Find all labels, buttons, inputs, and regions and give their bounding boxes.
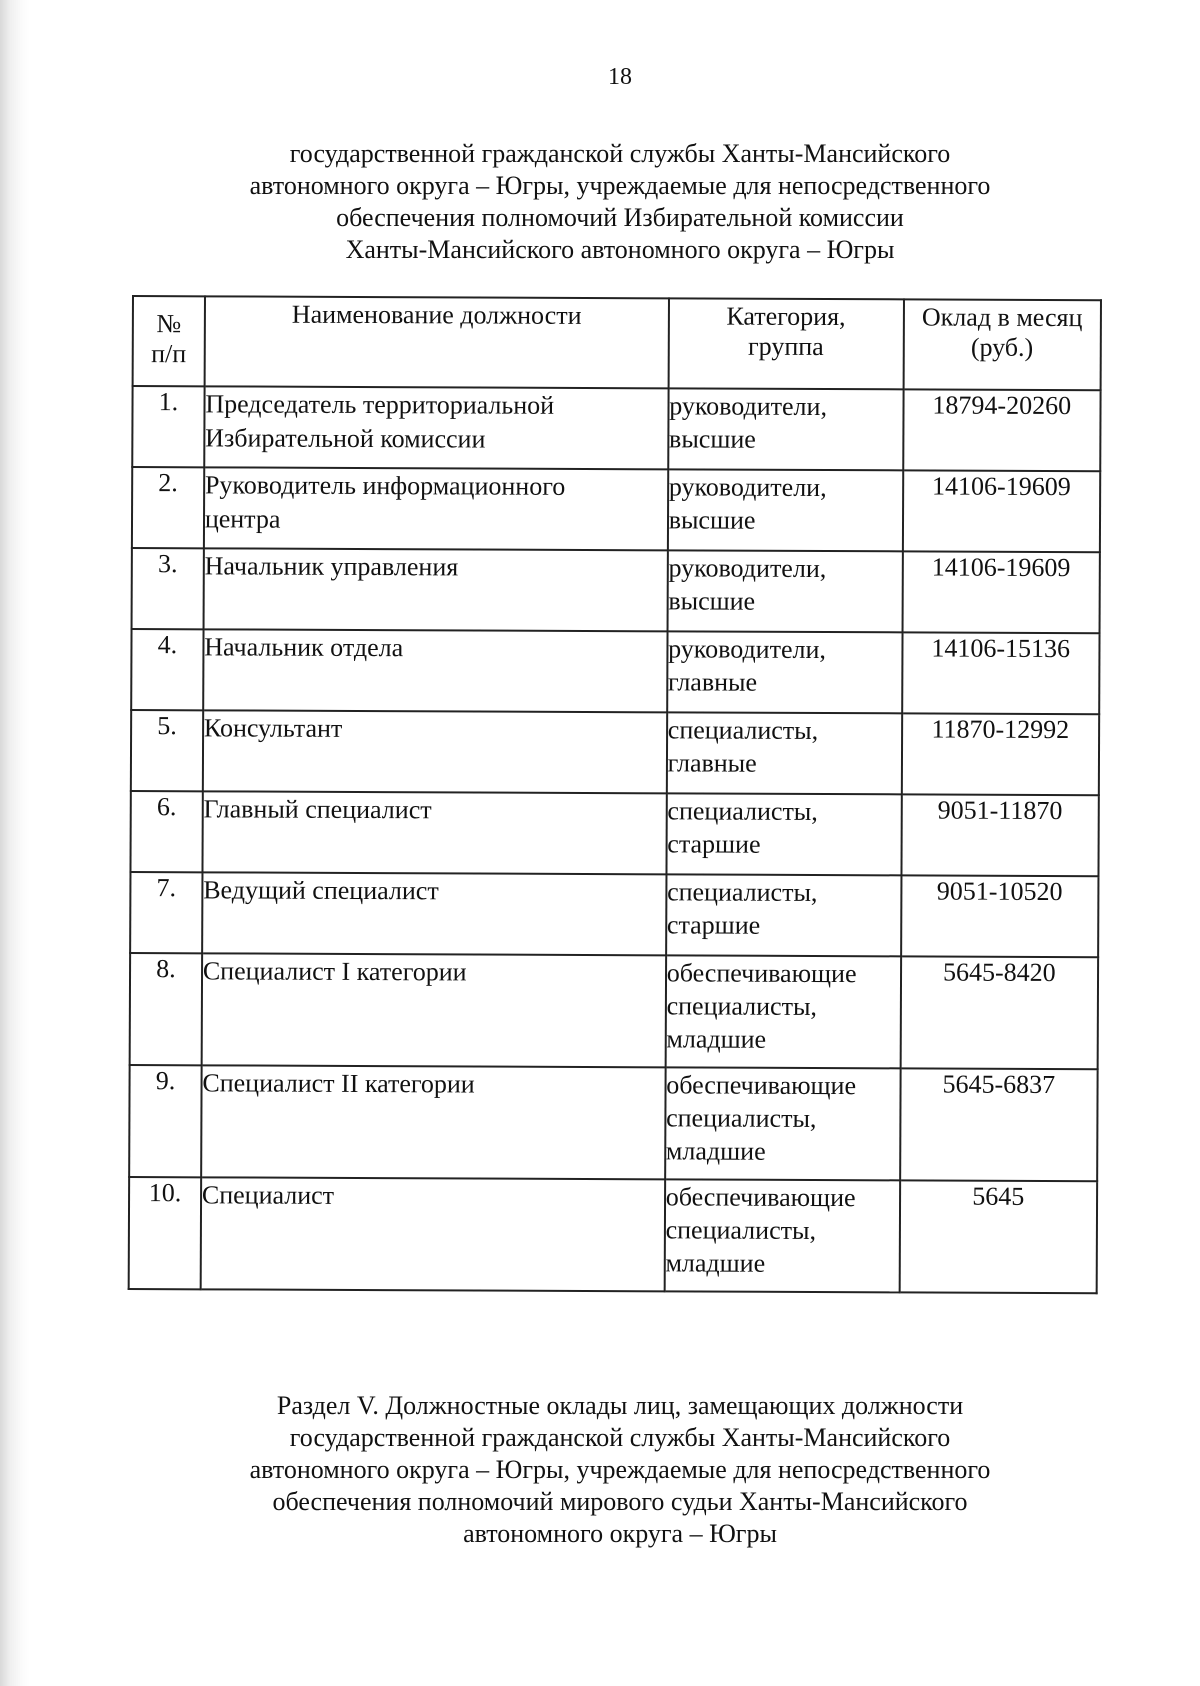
cell-category bbox=[668, 469, 903, 551]
cell-line: обеспечивающие bbox=[665, 1182, 856, 1213]
table-header-row bbox=[133, 296, 1101, 390]
heading-line: автономного округа – Югры, учреждаемые для непосредственного bbox=[249, 1455, 991, 1484]
table-row bbox=[131, 710, 1099, 795]
cell-line: специалисты, bbox=[665, 1215, 817, 1245]
cell-number: 1. bbox=[132, 386, 204, 467]
heading-line: обеспечения полномочий мирового судьи Ханты-Мансийского bbox=[272, 1487, 968, 1516]
column-header-position: Наименование должности bbox=[204, 296, 668, 388]
cell-number: 8. bbox=[130, 953, 202, 1065]
cell-line: Начальник управления bbox=[204, 551, 459, 582]
table-row bbox=[132, 548, 1100, 633]
cell-number: 6. bbox=[130, 791, 202, 872]
cell-salary: 18794-20260 bbox=[903, 389, 1101, 471]
cell-line: Специалист I категории bbox=[202, 956, 467, 987]
cell-position bbox=[204, 386, 668, 469]
cell-category bbox=[667, 631, 902, 713]
cell-position bbox=[202, 872, 666, 955]
cell-salary: 9051-11870 bbox=[901, 794, 1099, 876]
cell-salary: 14106-19609 bbox=[902, 551, 1100, 633]
table-row bbox=[129, 1177, 1097, 1293]
page-number: 18 bbox=[608, 64, 632, 90]
cell-line: Руководитель информационного bbox=[204, 470, 566, 501]
cell-line: Ведущий специалист bbox=[203, 875, 439, 906]
header-line: п/п bbox=[151, 339, 187, 369]
table-row bbox=[132, 467, 1100, 552]
cell-salary: 5645-8420 bbox=[900, 956, 1098, 1069]
heading-line: Ханты-Мансийского автономного округа – Югры bbox=[345, 235, 895, 264]
cell-position bbox=[203, 548, 667, 631]
heading-line: обеспечения полномочий Избирательной комиссии bbox=[336, 203, 904, 232]
table-row bbox=[130, 872, 1098, 957]
cell-line: высшие bbox=[668, 586, 756, 616]
cell-line: младшие bbox=[666, 1024, 767, 1054]
cell-number: 9. bbox=[129, 1065, 201, 1177]
cell-salary: 14106-15136 bbox=[902, 632, 1100, 714]
cell-line: руководители, bbox=[669, 391, 828, 422]
cell-line: специалисты, bbox=[667, 715, 819, 745]
header-line: (руб.) bbox=[970, 332, 1034, 362]
cell-position bbox=[200, 1177, 664, 1291]
cell-line: старшие bbox=[667, 829, 761, 859]
column-header-salary bbox=[903, 299, 1101, 390]
cell-position bbox=[202, 791, 666, 874]
table-body bbox=[129, 386, 1101, 1293]
heading-line: государственной гражданской службы Ханты-Мансийского bbox=[289, 139, 951, 168]
cell-number: 10. bbox=[129, 1177, 201, 1289]
table-row bbox=[130, 953, 1098, 1069]
cell-position bbox=[203, 629, 667, 712]
column-header-number bbox=[133, 296, 205, 386]
cell-line: Избирательной комиссии bbox=[205, 423, 486, 454]
cell-number: 4. bbox=[131, 629, 203, 710]
table-row bbox=[131, 629, 1099, 714]
heading-line: автономного округа – Югры bbox=[463, 1519, 777, 1548]
cell-number: 3. bbox=[132, 548, 204, 629]
cell-line: главные bbox=[667, 667, 758, 697]
cell-line: специалисты, bbox=[666, 1103, 817, 1133]
heading-line: автономного округа – Югры, учреждаемые для непосредственного bbox=[249, 171, 991, 200]
heading-line: государственной гражданской службы Ханты-Мансийского bbox=[289, 1423, 951, 1452]
cell-line: руководители, bbox=[668, 634, 826, 665]
cell-line: младшие bbox=[665, 1248, 766, 1278]
cell-line: специалисты, bbox=[667, 877, 818, 907]
column-header-category bbox=[668, 298, 903, 389]
cell-salary: 5645 bbox=[899, 1180, 1097, 1293]
cell-line: руководители, bbox=[668, 472, 827, 503]
cell-category bbox=[666, 874, 901, 956]
section-v-heading bbox=[150, 1390, 1090, 1550]
heading-line: Раздел V. Должностные оклады лиц, замещающих должности bbox=[276, 1391, 964, 1420]
table-row bbox=[130, 791, 1098, 876]
cell-number: 7. bbox=[130, 872, 202, 953]
cell-category bbox=[667, 712, 902, 794]
cell-line: Специалист bbox=[201, 1180, 335, 1210]
cell-category bbox=[665, 1067, 900, 1180]
header-line: Оклад в месяц bbox=[921, 302, 1083, 333]
cell-category bbox=[668, 388, 903, 470]
cell-line: старшие bbox=[666, 910, 761, 940]
header-line: группа bbox=[747, 331, 824, 362]
header-line: № bbox=[156, 309, 182, 339]
cell-category bbox=[667, 550, 902, 632]
cell-line: Председатель территориальной bbox=[205, 389, 555, 420]
table-row bbox=[129, 1065, 1097, 1181]
header-line: Категория, bbox=[726, 301, 846, 332]
cell-line: Главный специалист bbox=[203, 794, 432, 825]
cell-salary: 14106-19609 bbox=[902, 470, 1100, 552]
cell-line: специалисты, bbox=[667, 796, 818, 826]
cell-line: обеспечивающие bbox=[666, 958, 857, 989]
cell-line: младшие bbox=[665, 1136, 766, 1166]
cell-line: высшие bbox=[668, 505, 756, 535]
cell-line: специалисты, bbox=[666, 991, 818, 1021]
cell-position bbox=[204, 467, 668, 550]
cell-line: Начальник отдела bbox=[204, 632, 404, 663]
cell-category bbox=[665, 955, 900, 1068]
cell-line: Консультант bbox=[203, 713, 343, 743]
cell-position bbox=[201, 1065, 665, 1179]
cell-number: 5. bbox=[131, 710, 203, 791]
cell-salary: 9051-10520 bbox=[901, 875, 1099, 957]
cell-category bbox=[666, 793, 901, 875]
cell-line: центра bbox=[204, 504, 281, 534]
cell-category bbox=[664, 1179, 899, 1292]
cell-line: высшие bbox=[669, 424, 756, 454]
section-heading-continued bbox=[150, 138, 1090, 266]
cell-position bbox=[201, 953, 665, 1067]
cell-line: Специалист II категории bbox=[202, 1068, 475, 1099]
cell-salary: 11870-12992 bbox=[901, 713, 1099, 795]
cell-line: обеспечивающие bbox=[666, 1070, 857, 1101]
cell-salary: 5645-6837 bbox=[900, 1068, 1098, 1181]
scan-edge bbox=[0, 0, 30, 1686]
cell-line: главные bbox=[667, 748, 757, 778]
cell-number: 2. bbox=[132, 467, 204, 548]
table-row bbox=[132, 386, 1100, 471]
cell-position bbox=[203, 710, 667, 793]
salary-table bbox=[128, 295, 1102, 1294]
cell-line: руководители, bbox=[668, 553, 827, 584]
